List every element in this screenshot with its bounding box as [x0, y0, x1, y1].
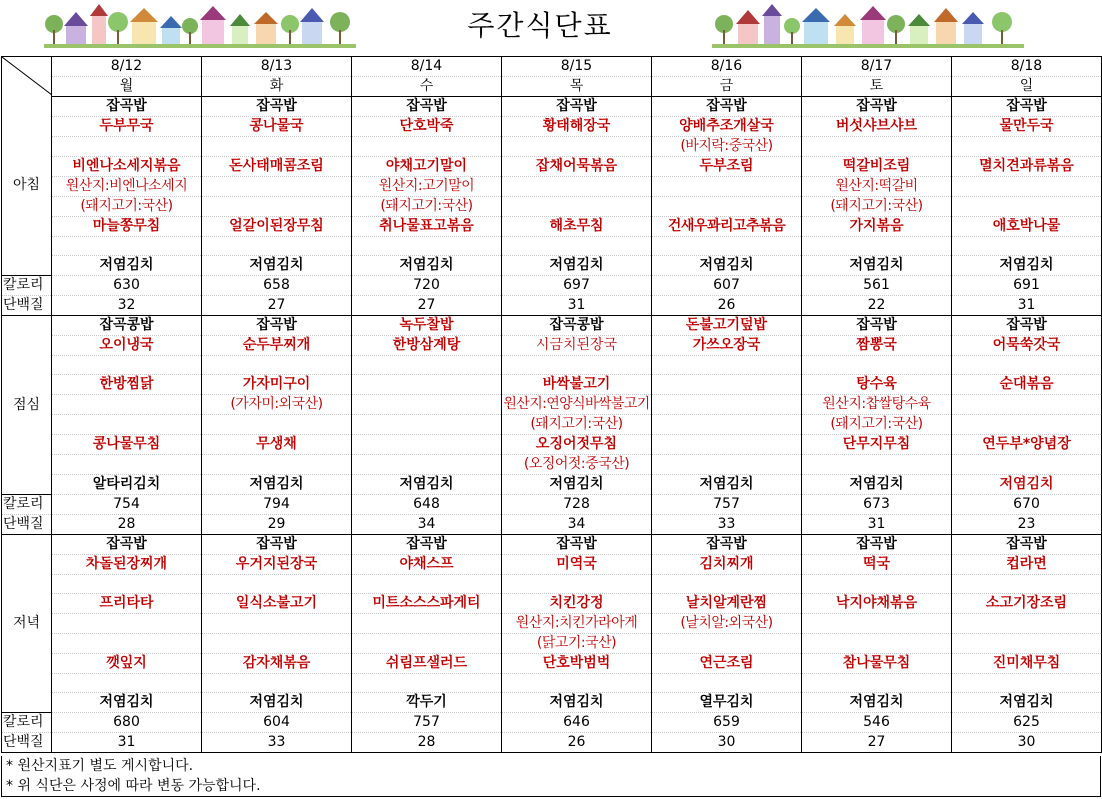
- lunch-menu-item: 저염김치: [652, 475, 802, 495]
- breakfast-protein-value: 26: [652, 296, 802, 316]
- lunch-menu-item: 한방찜닭: [52, 375, 202, 395]
- dinner-calories-value: 757: [352, 713, 502, 733]
- dinner-menu-item: 일식소불고기: [202, 594, 352, 614]
- lunch-menu-item: [652, 455, 802, 475]
- lunch-menu-item: 시금치된장국: [502, 336, 652, 356]
- dinner-menu-item: 잡곡밥: [52, 535, 202, 555]
- breakfast-menu-item: 잡곡밥: [952, 97, 1102, 117]
- dinner-protein-value: 30: [952, 733, 1102, 753]
- dinner-menu-item: 저염김치: [52, 693, 202, 713]
- lunch-menu-item: [502, 356, 652, 375]
- day-date: 8/14: [352, 57, 502, 77]
- breakfast-menu-item: [202, 177, 352, 197]
- day-weekday: 화: [202, 77, 352, 97]
- lunch-menu-item: 녹두찰밥: [352, 316, 502, 336]
- breakfast-menu-item: [952, 197, 1102, 217]
- breakfast-protein-value: 32: [52, 296, 202, 316]
- lunch-protein-value: 34: [352, 515, 502, 535]
- breakfast-menu-item: [502, 197, 652, 217]
- dinner-protein-value: 27: [802, 733, 952, 753]
- lunch-menu-item: 바싹불고기: [502, 375, 652, 395]
- day-date: 8/15: [502, 57, 652, 77]
- lunch-menu-item: 알타리김치: [52, 475, 202, 495]
- breakfast-calories-value: 720: [352, 276, 502, 296]
- breakfast-menu-item: 야채고기말이: [352, 157, 502, 177]
- dinner-protein-value: 28: [352, 733, 502, 753]
- breakfast-menu-item: [352, 137, 502, 157]
- lunch-menu-item: [952, 395, 1102, 415]
- breakfast-menu-item: [52, 237, 202, 256]
- lunch-calories-value: 757: [652, 495, 802, 515]
- lunch-menu-item: 짬뽕국: [802, 336, 952, 356]
- dinner-menu-item: 미역국: [502, 555, 652, 575]
- lunch-protein-value: 33: [652, 515, 802, 535]
- breakfast-menu-item: 해초무침: [502, 217, 652, 237]
- dinner-menu-item: [52, 674, 202, 693]
- lunch-menu-item: [52, 415, 202, 435]
- sheet-header: [0, 0, 1102, 56]
- lunch-protein-value: 29: [202, 515, 352, 535]
- dinner-menu-item: 저염김치: [202, 693, 352, 713]
- lunch-calories-value: 794: [202, 495, 352, 515]
- dinner-menu-item: 프리타타: [52, 594, 202, 614]
- dinner-menu-item: [652, 674, 802, 693]
- day-weekday: 목: [502, 77, 652, 97]
- dinner-menu-item: 잡곡밥: [352, 535, 502, 555]
- dinner-menu-item: 잡곡밥: [202, 535, 352, 555]
- lunch-menu-item: 콩나물무침: [52, 435, 202, 455]
- breakfast-menu-item: 가지볶음: [802, 217, 952, 237]
- lunch-menu-item: 잡곡콩밥: [502, 316, 652, 336]
- dinner-menu-item: 단호박범벅: [502, 654, 652, 674]
- lunch-menu-item: 저염김치: [952, 475, 1102, 495]
- breakfast-menu-item: (돼지고기:국산): [52, 197, 202, 217]
- lunch-menu-item: [352, 435, 502, 455]
- lunch-label: 점심: [2, 316, 52, 495]
- dinner-protein-value: 26: [502, 733, 652, 753]
- dinner-calories-label: 칼로리: [2, 713, 52, 733]
- breakfast-menu-item: 저염김치: [352, 256, 502, 276]
- lunch-menu-item: 원산지:연양식바싹불고기: [502, 395, 652, 415]
- dinner-menu-item: [352, 575, 502, 594]
- lunch-protein-value: 31: [802, 515, 952, 535]
- dinner-protein-value: 30: [652, 733, 802, 753]
- dinner-menu-item: 쉬림프샐러드: [352, 654, 502, 674]
- breakfast-menu-item: [202, 137, 352, 157]
- lunch-protein-value: 28: [52, 515, 202, 535]
- breakfast-menu-item: 잡곡밥: [352, 97, 502, 117]
- lunch-menu-item: [652, 375, 802, 395]
- breakfast-protein-value: 27: [352, 296, 502, 316]
- breakfast-menu-item: [952, 177, 1102, 197]
- dinner-menu-item: 떡국: [802, 555, 952, 575]
- lunch-menu-item: 잡곡콩밥: [52, 316, 202, 336]
- dinner-menu-item: 깍두기: [352, 693, 502, 713]
- lunch-menu-item: 오이냉국: [52, 336, 202, 356]
- breakfast-menu-item: 잡채어묵볶음: [502, 157, 652, 177]
- dinner-menu-item: [352, 634, 502, 654]
- breakfast-menu-item: (돼지고기:국산): [352, 197, 502, 217]
- breakfast-menu-item: [952, 237, 1102, 256]
- breakfast-menu-item: 잡곡밥: [502, 97, 652, 117]
- lunch-menu-item: 한방삼계탕: [352, 336, 502, 356]
- breakfast-menu-item: [652, 237, 802, 256]
- breakfast-menu-item: [52, 137, 202, 157]
- dinner-menu-item: [52, 634, 202, 654]
- lunch-calories-value: 670: [952, 495, 1102, 515]
- lunch-menu-item: 잡곡밥: [202, 316, 352, 336]
- breakfast-menu-item: 비엔나소세지볶음: [52, 157, 202, 177]
- day-weekday: 일: [952, 77, 1102, 97]
- breakfast-menu-item: [502, 137, 652, 157]
- lunch-menu-item: (오징어젓:중국산): [502, 455, 652, 475]
- dinner-protein-value: 33: [202, 733, 352, 753]
- breakfast-menu-item: 멸치견과류볶음: [952, 157, 1102, 177]
- corner-cell: [2, 57, 52, 97]
- breakfast-menu-item: [802, 237, 952, 256]
- lunch-calories-value: 673: [802, 495, 952, 515]
- lunch-menu-item: 가자미구이: [202, 375, 352, 395]
- dinner-menu-item: [802, 614, 952, 634]
- breakfast-protein-value: 22: [802, 296, 952, 316]
- dinner-menu-item: (닭고기:국산): [502, 634, 652, 654]
- dinner-menu-item: 잡곡밥: [652, 535, 802, 555]
- breakfast-menu-item: 애호박나물: [952, 217, 1102, 237]
- dinner-menu-item: [952, 614, 1102, 634]
- day-date: 8/13: [202, 57, 352, 77]
- dinner-menu-item: [52, 575, 202, 594]
- lunch-menu-item: 무생채: [202, 435, 352, 455]
- weekly-menu-table: [1, 56, 1102, 753]
- day-date: 8/18: [952, 57, 1102, 77]
- breakfast-menu-item: 취나물표고볶음: [352, 217, 502, 237]
- day-date: 8/12: [52, 57, 202, 77]
- lunch-menu-item: [352, 375, 502, 395]
- lunch-menu-item: 어묵쑥갓국: [952, 336, 1102, 356]
- dinner-menu-item: 참나물무침: [802, 654, 952, 674]
- dinner-calories-value: 604: [202, 713, 352, 733]
- village-illustration-left: [44, 2, 356, 50]
- dinner-menu-item: [202, 575, 352, 594]
- day-weekday: 월: [52, 77, 202, 97]
- dinner-label: 저녁: [2, 535, 52, 713]
- lunch-menu-item: [802, 455, 952, 475]
- breakfast-menu-item: 잡곡밥: [802, 97, 952, 117]
- lunch-protein-value: 23: [952, 515, 1102, 535]
- breakfast-menu-item: [502, 237, 652, 256]
- dinner-menu-item: [502, 674, 652, 693]
- breakfast-protein-label: 단백질: [2, 296, 52, 316]
- breakfast-menu-item: 양배추조개살국: [652, 117, 802, 137]
- note-change: * 위 식단은 사정에 따라 변동 가능합니다.: [1, 776, 1101, 797]
- lunch-protein-label: 단백질: [2, 515, 52, 535]
- lunch-calories-label: 칼로리: [2, 495, 52, 515]
- day-date: 8/17: [802, 57, 952, 77]
- breakfast-menu-item: [502, 177, 652, 197]
- dinner-menu-item: [52, 614, 202, 634]
- dinner-menu-item: [802, 674, 952, 693]
- breakfast-calories-value: 630: [52, 276, 202, 296]
- dinner-menu-item: 차돌된장찌개: [52, 555, 202, 575]
- lunch-protein-value: 34: [502, 515, 652, 535]
- dinner-menu-item: [952, 674, 1102, 693]
- lunch-menu-item: 순두부찌개: [202, 336, 352, 356]
- dinner-menu-item: 낙지야채볶음: [802, 594, 952, 614]
- breakfast-menu-item: [802, 137, 952, 157]
- dinner-menu-item: 연근조림: [652, 654, 802, 674]
- dinner-menu-item: [352, 674, 502, 693]
- lunch-menu-item: [652, 356, 802, 375]
- breakfast-calories-value: 697: [502, 276, 652, 296]
- dinner-menu-item: 감자채볶음: [202, 654, 352, 674]
- breakfast-protein-value: 31: [502, 296, 652, 316]
- breakfast-menu-item: 저염김치: [502, 256, 652, 276]
- lunch-menu-item: 탕수육: [802, 375, 952, 395]
- breakfast-menu-item: 저염김치: [652, 256, 802, 276]
- breakfast-calories-value: 561: [802, 276, 952, 296]
- breakfast-calories-value: 691: [952, 276, 1102, 296]
- dinner-menu-item: [202, 614, 352, 634]
- lunch-menu-item: [352, 415, 502, 435]
- dinner-menu-item: [352, 614, 502, 634]
- breakfast-menu-item: 원산지:떡갈비: [802, 177, 952, 197]
- breakfast-menu-item: 원산지:고기말이: [352, 177, 502, 197]
- day-weekday: 금: [652, 77, 802, 97]
- dinner-calories-value: 625: [952, 713, 1102, 733]
- breakfast-menu-item: 마늘쫑무침: [52, 217, 202, 237]
- breakfast-menu-item: [652, 197, 802, 217]
- dinner-calories-value: 646: [502, 713, 652, 733]
- lunch-menu-item: 저염김치: [502, 475, 652, 495]
- dinner-menu-item: 잡곡밥: [802, 535, 952, 555]
- dinner-calories-value: 546: [802, 713, 952, 733]
- dinner-menu-item: 김치찌개: [652, 555, 802, 575]
- dinner-menu-item: [952, 575, 1102, 594]
- lunch-menu-item: (돼지고기:국산): [502, 415, 652, 435]
- dinner-menu-item: 잡곡밥: [952, 535, 1102, 555]
- lunch-menu-item: 잡곡밥: [802, 316, 952, 336]
- lunch-menu-item: [652, 395, 802, 415]
- lunch-calories-value: 754: [52, 495, 202, 515]
- dinner-menu-item: 날치알계란찜: [652, 594, 802, 614]
- breakfast-menu-item: 건새우꽈리고추볶음: [652, 217, 802, 237]
- day-weekday: 토: [802, 77, 952, 97]
- breakfast-menu-item: 잡곡밥: [652, 97, 802, 117]
- diagonal-line: [2, 57, 52, 95]
- dinner-menu-item: (날치알:외국산): [652, 614, 802, 634]
- lunch-menu-item: [52, 395, 202, 415]
- dinner-protein-label: 단백질: [2, 733, 52, 753]
- dinner-calories-value: 659: [652, 713, 802, 733]
- breakfast-menu-item: 돈사태매콤조림: [202, 157, 352, 177]
- dinner-menu-item: 잡곡밥: [502, 535, 652, 555]
- lunch-menu-item: [352, 455, 502, 475]
- lunch-menu-item: [52, 455, 202, 475]
- lunch-menu-item: 돈불고기덮밥: [652, 316, 802, 336]
- lunch-menu-item: 가쓰오장국: [652, 336, 802, 356]
- dinner-menu-item: 원산지:치킨가라아게: [502, 614, 652, 634]
- dinner-menu-item: [652, 634, 802, 654]
- breakfast-menu-item: 황태해장국: [502, 117, 652, 137]
- dinner-calories-value: 680: [52, 713, 202, 733]
- lunch-menu-item: 연두부*양념장: [952, 435, 1102, 455]
- breakfast-calories-label: 칼로리: [2, 276, 52, 296]
- dinner-menu-item: [652, 575, 802, 594]
- dinner-menu-item: [802, 634, 952, 654]
- dinner-menu-item: [502, 575, 652, 594]
- breakfast-menu-item: 잡곡밥: [202, 97, 352, 117]
- day-date: 8/16: [652, 57, 802, 77]
- dinner-protein-value: 31: [52, 733, 202, 753]
- lunch-menu-item: (가자미:외국산): [202, 395, 352, 415]
- breakfast-menu-item: 두부무국: [52, 117, 202, 137]
- dinner-menu-item: [202, 674, 352, 693]
- breakfast-menu-item: 얼갈이된장무침: [202, 217, 352, 237]
- breakfast-menu-item: 잡곡밥: [52, 97, 202, 117]
- lunch-menu-item: [952, 356, 1102, 375]
- dinner-menu-item: 열무김치: [652, 693, 802, 713]
- lunch-menu-item: [652, 415, 802, 435]
- breakfast-calories-value: 658: [202, 276, 352, 296]
- lunch-menu-item: (돼지고기:국산): [802, 415, 952, 435]
- breakfast-menu-item: [202, 237, 352, 256]
- dinner-menu-item: 치킨강정: [502, 594, 652, 614]
- breakfast-menu-item: 저염김치: [202, 256, 352, 276]
- lunch-menu-item: [652, 435, 802, 455]
- lunch-menu-item: 잡곡밥: [952, 316, 1102, 336]
- breakfast-menu-item: 버섯샤브샤브: [802, 117, 952, 137]
- lunch-menu-item: 저염김치: [352, 475, 502, 495]
- lunch-menu-item: 오징어젓무침: [502, 435, 652, 455]
- breakfast-menu-item: 두부조림: [652, 157, 802, 177]
- dinner-menu-item: 깻잎지: [52, 654, 202, 674]
- lunch-calories-value: 648: [352, 495, 502, 515]
- dinner-menu-item: 컵라면: [952, 555, 1102, 575]
- lunch-menu-item: [352, 356, 502, 375]
- breakfast-menu-item: [202, 197, 352, 217]
- breakfast-menu-item: 원산지:비엔나소세지: [52, 177, 202, 197]
- lunch-menu-item: [952, 455, 1102, 475]
- dinner-menu-item: 저염김치: [952, 693, 1102, 713]
- breakfast-menu-item: 떡갈비조림: [802, 157, 952, 177]
- breakfast-menu-item: [352, 237, 502, 256]
- lunch-menu-item: [202, 356, 352, 375]
- dinner-menu-item: 저염김치: [502, 693, 652, 713]
- lunch-menu-item: 저염김치: [802, 475, 952, 495]
- dinner-menu-item: 저염김치: [802, 693, 952, 713]
- lunch-menu-item: [52, 356, 202, 375]
- breakfast-menu-item: 단호박죽: [352, 117, 502, 137]
- lunch-menu-item: [802, 356, 952, 375]
- breakfast-menu-item: 저염김치: [802, 256, 952, 276]
- dinner-menu-item: 우거지된장국: [202, 555, 352, 575]
- breakfast-menu-item: (돼지고기:국산): [802, 197, 952, 217]
- dinner-menu-item: 야채스프: [352, 555, 502, 575]
- breakfast-calories-value: 607: [652, 276, 802, 296]
- lunch-calories-value: 728: [502, 495, 652, 515]
- notes: [1, 756, 1101, 797]
- dinner-menu-item: [802, 575, 952, 594]
- breakfast-menu-item: 저염김치: [952, 256, 1102, 276]
- lunch-menu-item: 단무지무침: [802, 435, 952, 455]
- breakfast-protein-value: 27: [202, 296, 352, 316]
- dinner-menu-item: 진미채무침: [952, 654, 1102, 674]
- lunch-menu-item: 원산지:찹쌀탕수육: [802, 395, 952, 415]
- dinner-menu-item: [202, 634, 352, 654]
- lunch-menu-item: [952, 415, 1102, 435]
- village-illustration-right: [712, 2, 1024, 50]
- dinner-menu-item: 소고기장조림: [952, 594, 1102, 614]
- breakfast-menu-item: 콩나물국: [202, 117, 352, 137]
- day-weekday: 수: [352, 77, 502, 97]
- lunch-menu-item: [352, 395, 502, 415]
- lunch-menu-item: 순대볶음: [952, 375, 1102, 395]
- breakfast-menu-item: 물만두국: [952, 117, 1102, 137]
- breakfast-menu-item: [652, 177, 802, 197]
- breakfast-menu-item: (바지락:중국산): [652, 137, 802, 157]
- breakfast-protein-value: 31: [952, 296, 1102, 316]
- dinner-menu-item: 미트소스스파게티: [352, 594, 502, 614]
- dinner-menu-item: [952, 634, 1102, 654]
- note-origin: * 원산지표기 별도 게시합니다.: [1, 756, 1101, 776]
- page-title: 주간식단표: [467, 9, 613, 42]
- lunch-menu-item: [202, 415, 352, 435]
- lunch-menu-item: 저염김치: [202, 475, 352, 495]
- breakfast-label: 아침: [2, 97, 52, 276]
- lunch-menu-item: [202, 455, 352, 475]
- breakfast-menu-item: 저염김치: [52, 256, 202, 276]
- breakfast-menu-item: [952, 137, 1102, 157]
